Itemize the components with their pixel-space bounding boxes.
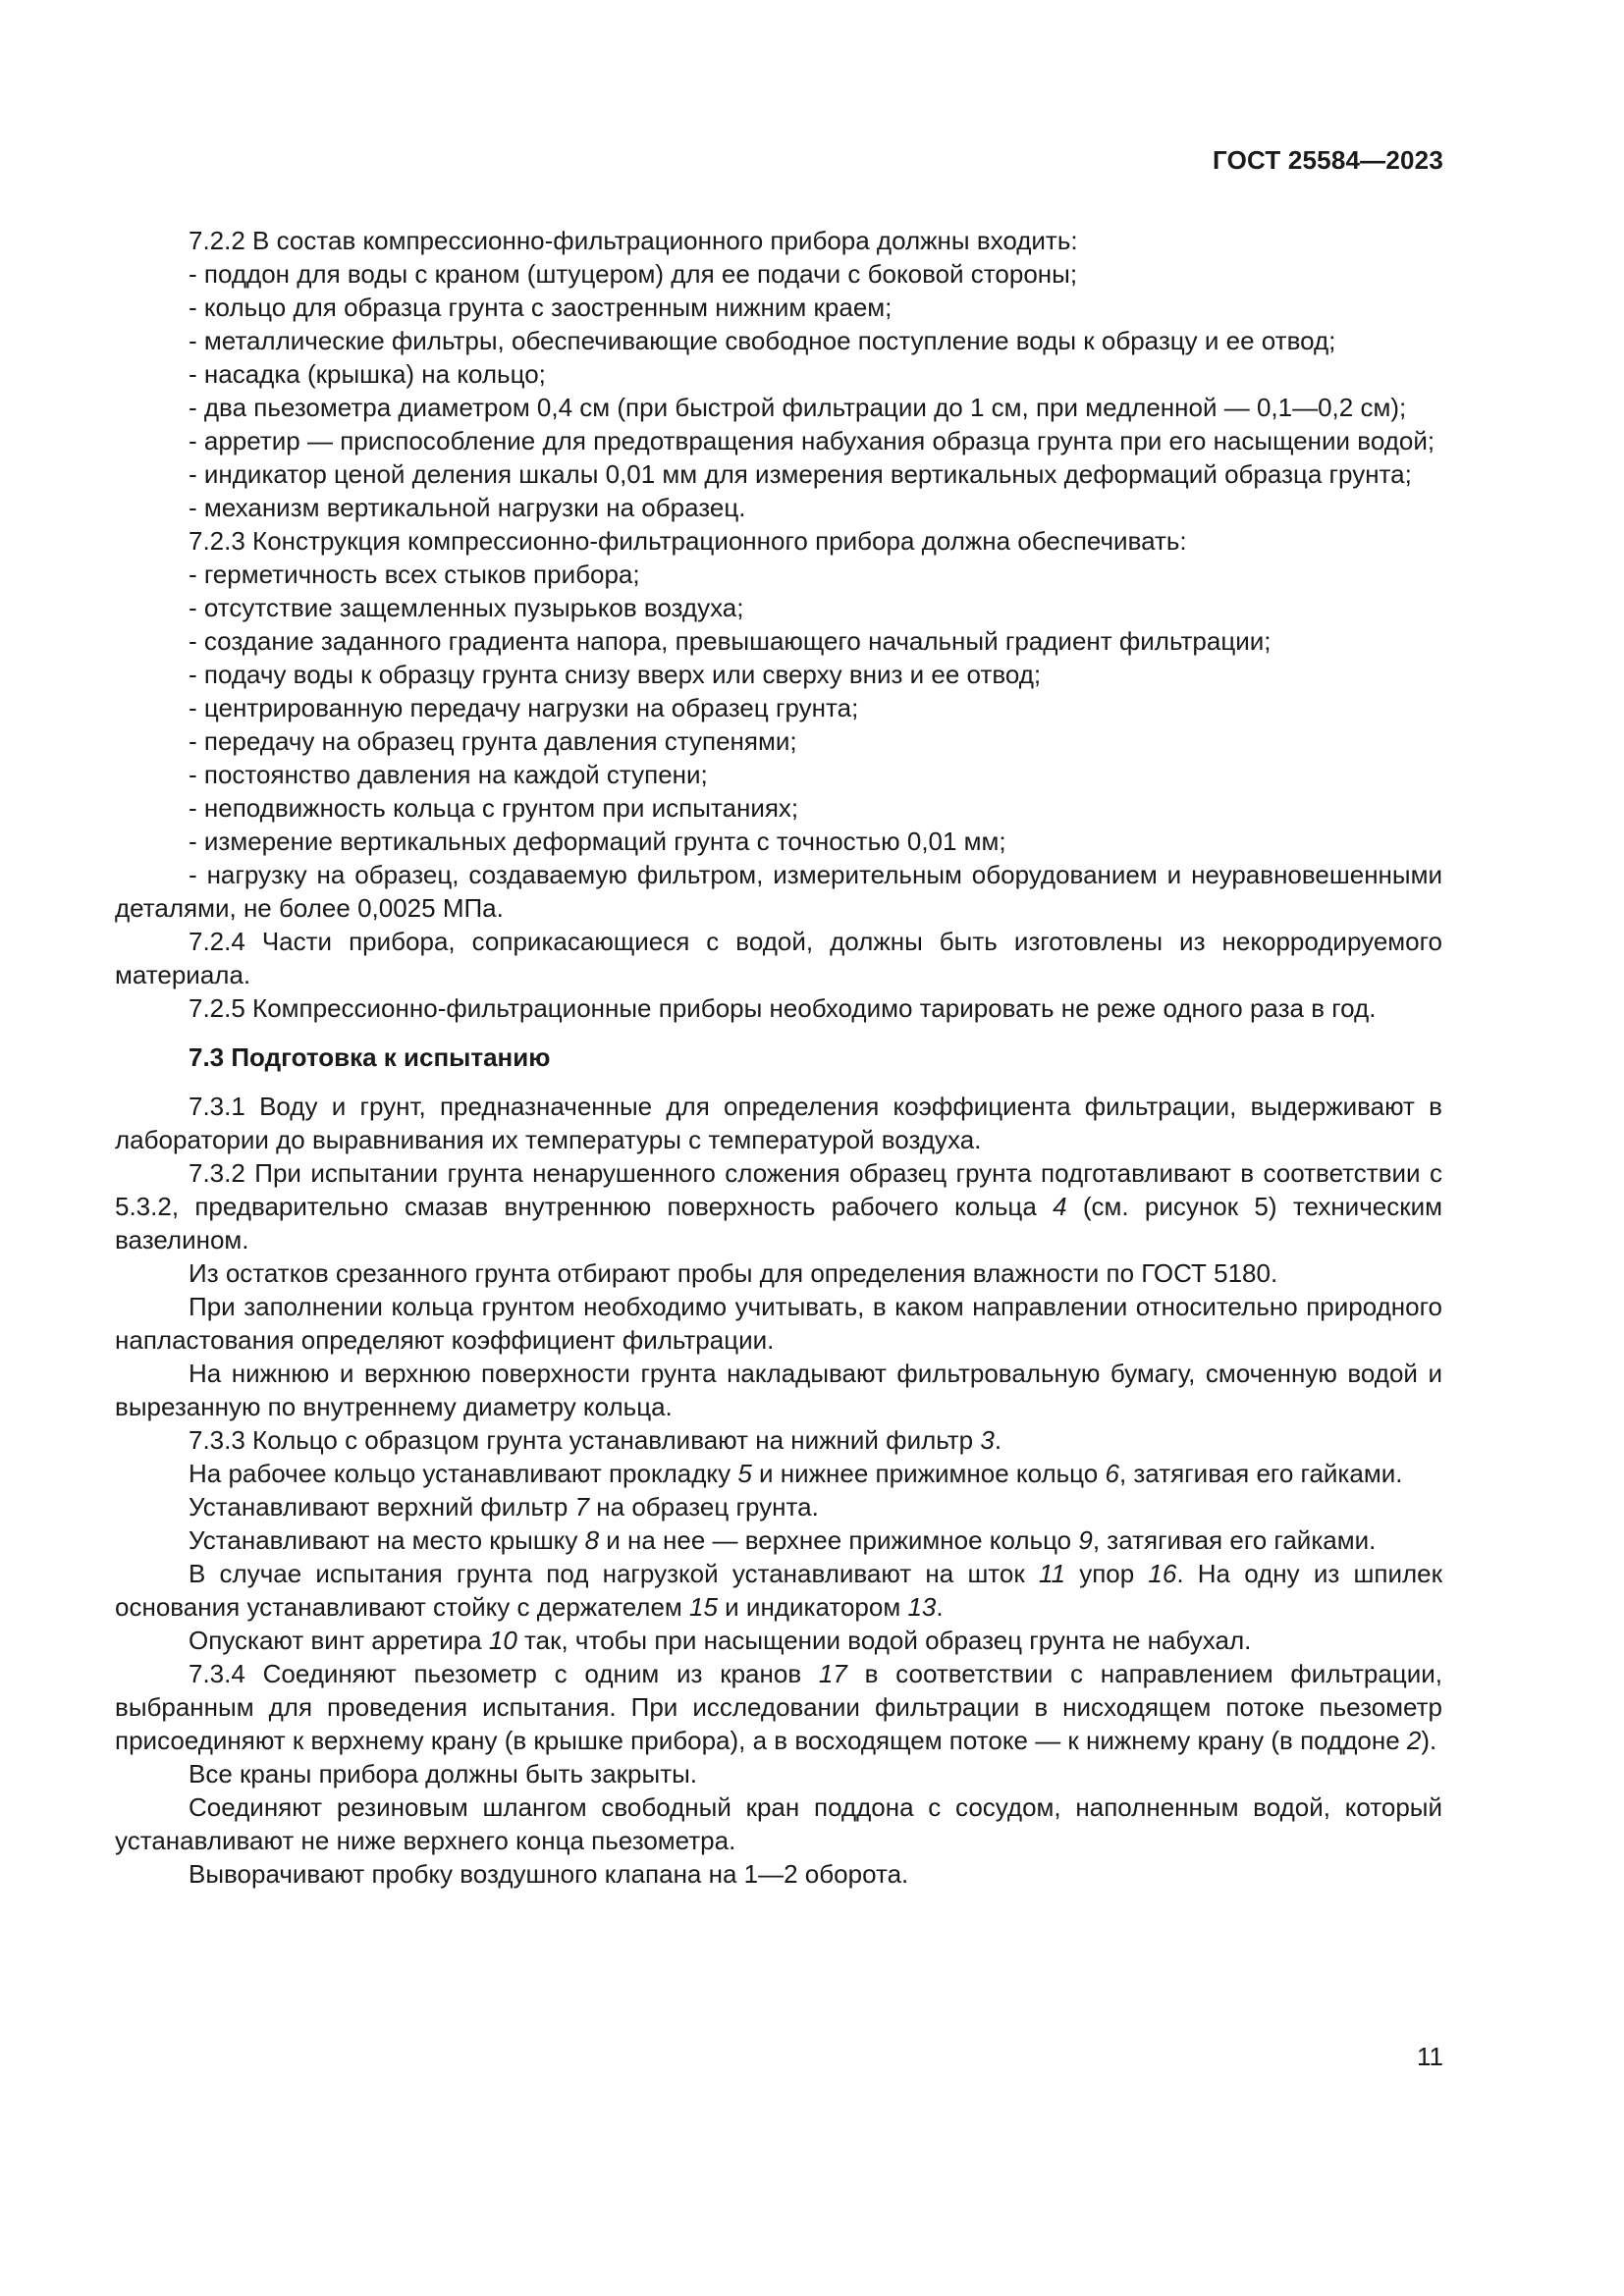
text-run: . На одну из шпилек основания устанавливают стойку с держателем	[115, 1559, 1442, 1622]
list-item: - измерение вертикальных деформаций грунта с точностью 0,01 мм;	[189, 827, 1006, 856]
paragraph	[115, 1523, 1442, 1557]
text-run: Устанавливают на место крышку	[189, 1525, 585, 1555]
text-run: на образец грунта.	[589, 1492, 819, 1522]
paragraph	[115, 1490, 1442, 1523]
list-item: - металлические фильтры, обеспечивающие свободное поступление воды к образцу и ее отвод;	[189, 326, 1336, 355]
text-run: (см. рисунок 5) техническим вазелином.	[115, 1192, 1442, 1255]
section-heading-7-3: 7.3 Подготовка к испытанию	[189, 1042, 551, 1072]
list-item: - индикатор ценой деления шкалы 0,01 мм для измерения вертикальных деформаций образца грунта;	[189, 459, 1412, 489]
text-run: и нижнее прижимное кольцо	[751, 1459, 1106, 1488]
paragraph-7-2-3: 7.2.3 Конструкция компрессионно-фильтрационного прибора должна обеспечивать:	[189, 526, 1187, 556]
text-run: .	[936, 1592, 944, 1622]
figure-ref-number: 15	[689, 1592, 718, 1622]
text-run: 7.3.2 При испытании грунта ненарушенного сложения образец грунта подготавливают в соответствии с 5.3.2, предварительно смазав внутреннюю поверхность рабочего кольца	[115, 1158, 1442, 1221]
text-run: Опускают винт арретира	[189, 1626, 489, 1655]
list-item: - центрированную передачу нагрузки на образец грунта;	[189, 693, 859, 722]
figure-ref-number: 3	[980, 1425, 995, 1455]
text-run: в соответствии с направлением фильтрации, выбранным для проведения испытания. При исследовании фильтрации в нисходящем потоке пьезометр присоединяют к верхнему крану (в крышке прибора), а в восходящем потоке — к нижнему крану (в поддоне	[115, 1659, 1443, 1755]
text-run: , затягивая его гайками.	[1118, 1459, 1403, 1488]
list-item: - механизм вертикальной нагрузки на образец.	[189, 493, 746, 522]
text-run: Устанавливают верхний фильтр	[189, 1492, 575, 1522]
figure-ref-number: 16	[1148, 1559, 1177, 1588]
figure-ref-number: 13	[907, 1592, 937, 1622]
paragraph	[115, 1557, 1442, 1624]
paragraph: Соединяют резиновым шлангом свободный кран поддона с сосудом, наполненным водой, который устанавливают не ниже верхнего конца пьезометра.	[115, 1792, 1442, 1855]
text-run: так, чтобы при насыщении водой образец грунта не набухал.	[516, 1626, 1252, 1655]
paragraph: Все краны прибора должны быть закрыты.	[189, 1759, 698, 1789]
figure-ref-number: 4	[1053, 1192, 1067, 1221]
figure-ref-number: 6	[1105, 1459, 1119, 1488]
list-item: - создание заданного градиента напора, превышающего начальный градиент фильтрации;	[189, 626, 1272, 656]
text-run: ).	[1421, 1726, 1437, 1755]
paragraph-7-3-1: 7.3.1 Воду и грунт, предназначенные для определения коэффициента фильтрации, выдерживают в лаборатории до выравнивания их температуры с температурой воздуха.	[115, 1092, 1442, 1154]
paragraph: При заполнении кольца грунтом необходимо учитывать, в каком направлении относительно природного напластования определяют коэффициент фильтрации.	[115, 1292, 1442, 1355]
paragraph: Из остатков срезанного грунта отбирают пробы для определения влажности по ГОСТ 5180.	[189, 1258, 1278, 1288]
document-code: ГОСТ 25584—2023	[1213, 145, 1443, 175]
paragraph-7-2-2: 7.2.2 В состав компрессионно-фильтрационного прибора должны входить:	[189, 226, 1078, 255]
text-run: .	[994, 1425, 1002, 1455]
text-run: упор	[1064, 1559, 1149, 1588]
figure-ref-number: 5	[737, 1459, 752, 1488]
figure-ref-number: 9	[1078, 1525, 1093, 1555]
text-run: В случае испытания грунта под нагрузкой устанавливают на шток	[189, 1559, 1039, 1588]
list-item: - отсутствие защемленных пузырьков воздуха;	[189, 593, 744, 622]
paragraph-7-3-4	[115, 1657, 1442, 1757]
text-run: и индикатором	[717, 1592, 908, 1622]
paragraph	[115, 1457, 1442, 1490]
list-item: - два пьезометра диаметром 0,4 см (при быстрой фильтрации до 1 см, при медленной — 0,1—0,2 см);	[189, 393, 1407, 422]
list-item: - подачу воды к образцу грунта снизу вверх или сверху вниз и ее отвод;	[189, 660, 1042, 689]
figure-ref-number: 17	[818, 1659, 847, 1688]
list-item: - передачу на образец грунта давления ступенями;	[189, 726, 797, 756]
list-item: - нагрузку на образец, создаваемую фильтром, измерительным оборудованием и неуравновешенными деталями, не более 0,0025 МПа.	[115, 860, 1442, 923]
list-item: - неподвижность кольца с грунтом при испытаниях;	[189, 793, 799, 823]
text-run: 7.3.4 Соединяют пьезометр с одним из кранов	[189, 1659, 819, 1688]
list-item: - кольцо для образца грунта с заостренным нижним краем;	[189, 293, 893, 322]
list-item: - арретир — приспособление для предотвращения набухания образца грунта при его насыщении водой;	[189, 426, 1435, 455]
paragraph-7-3-3	[115, 1423, 1442, 1457]
figure-ref-number: 7	[574, 1492, 590, 1522]
paragraph: Выворачивают пробку воздушного клапана на 1—2 оборота.	[189, 1859, 909, 1889]
document-body	[115, 224, 1442, 1891]
list-item: - насадка (крышка) на кольцо;	[189, 359, 546, 389]
paragraph-7-3-2	[115, 1156, 1442, 1256]
page-number: 11	[1417, 2042, 1443, 2071]
list-item: - герметичность всех стыков прибора;	[189, 560, 640, 589]
text-run: 7.3.3 Кольцо с образцом грунта устанавливают на нижний фильтр	[189, 1425, 981, 1455]
paragraph-7-2-4: 7.2.4 Части прибора, соприкасающиеся с водой, должны быть изготовлены из некорродируемого материала.	[115, 927, 1442, 989]
paragraph	[115, 1624, 1442, 1657]
paragraph: На нижнюю и верхнюю поверхности грунта накладывают фильтровальную бумагу, смоченную водой и вырезанную по внутреннему диаметру кольца.	[115, 1359, 1442, 1421]
figure-ref-number: 2	[1406, 1726, 1422, 1755]
paragraph-7-2-5: 7.2.5 Компрессионно-фильтрационные приборы необходимо тарировать не реже одного раза в год.	[189, 993, 1377, 1023]
list-item: - постоянство давления на каждой ступени;	[189, 760, 708, 789]
text-run: и на нее — верхнее прижимное кольцо	[599, 1525, 1079, 1555]
text-run: , затягивая его гайками.	[1092, 1525, 1377, 1555]
list-item: - поддон для воды с краном (штуцером) для ее подачи с боковой стороны;	[189, 259, 1078, 289]
figure-ref-number: 10	[488, 1626, 517, 1655]
text-run: На рабочее кольцо устанавливают прокладку	[189, 1459, 738, 1488]
figure-ref-number: 11	[1038, 1559, 1065, 1588]
figure-ref-number: 8	[584, 1525, 600, 1555]
